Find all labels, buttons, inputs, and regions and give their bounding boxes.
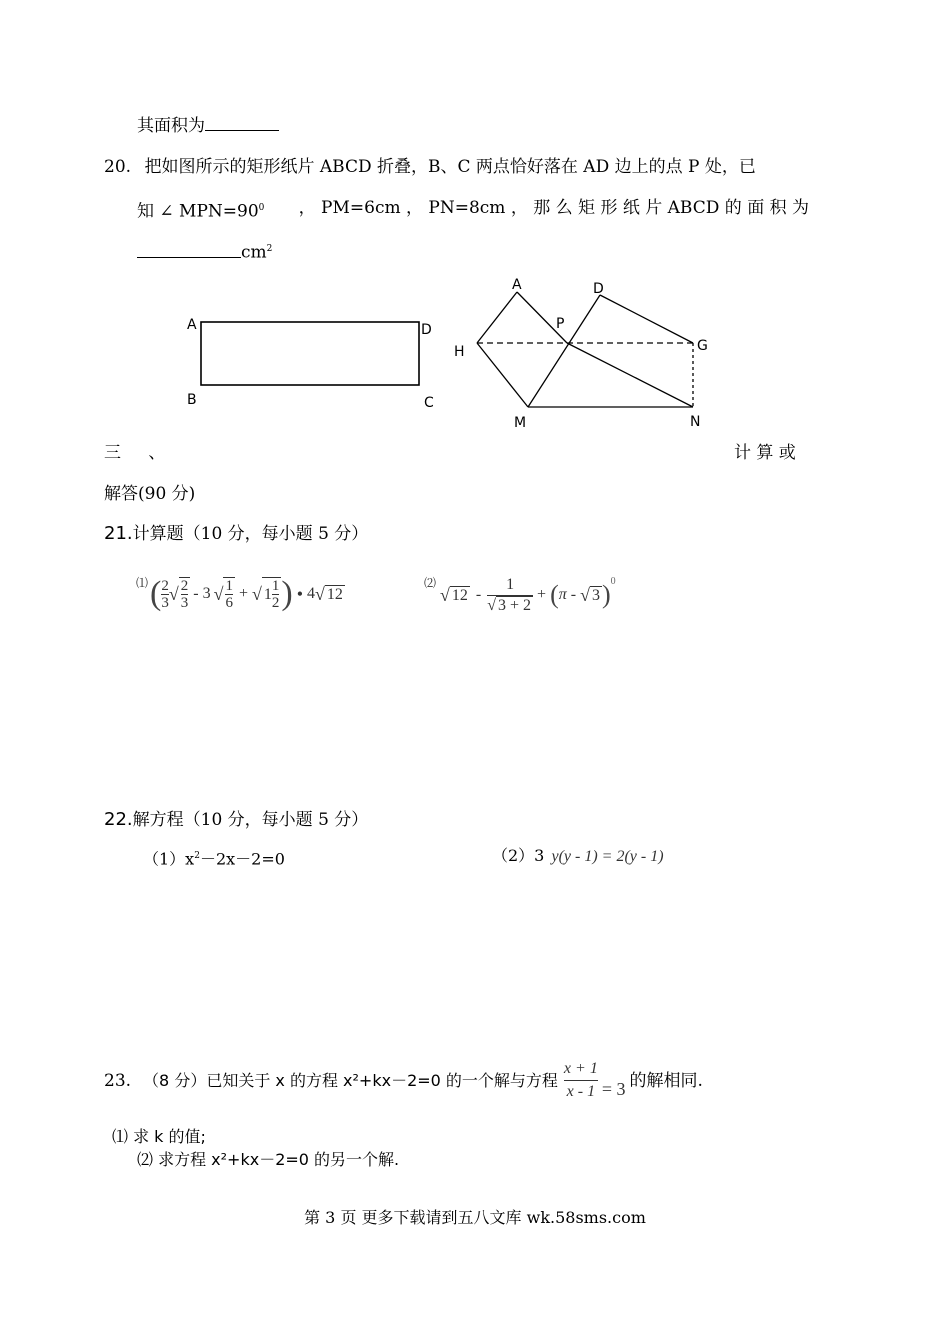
q23-tail: 的解相同. [629,1070,703,1091]
edge-ha [477,292,517,343]
label-d2: D [593,281,604,297]
q19-answer-line [137,114,279,137]
exponent-0: 0 [610,576,616,587]
paren-close: ) [281,575,293,612]
q22-title: 解方程（10 分，每小题 5 分） [132,810,369,830]
label-c: C [424,395,434,411]
q23-frac-eq: = 3 [601,1078,626,1099]
q23-fraction: $\frac{x + 1}{x - 1}$ [563,1060,598,1100]
q19-blank [205,114,279,131]
q22-p2-equation: y(y - 1) = 2(y - 1) [551,848,664,865]
sqrt-icon: √ [168,583,179,604]
label-g: G [697,338,708,354]
q22-p1-rest: －2x－2=0 [199,849,285,869]
sqrt-icon: √ [315,583,325,604]
edge-pn [567,343,693,407]
sqrt-icon: √ [251,583,262,604]
label-n: N [690,414,701,430]
label-m: M [514,415,527,431]
page-footer: 第 3 页 更多下载请到五八文库 wk.58sms.com [304,1208,646,1227]
q23-sub1: ⑴ 求 k 的值; [112,1127,206,1146]
label-a: A [187,317,197,333]
q23-sub2: ⑵ 求方程 x²+kx－2=0 的另一个解. [137,1150,400,1169]
label-p: P [556,316,565,332]
q22-part1 [143,845,285,870]
q21-heading [104,523,368,545]
q19-text: 其面积为 [137,116,205,136]
frac-1-over-sqrt3-plus-2: $\frac{1}{√ 3 + 2}$ [487,575,532,614]
q22-p1-sup: 2 [194,851,200,861]
q20-line3 [137,238,272,264]
paren-open: ( [150,575,162,612]
q20-line2 [137,197,809,223]
op-dot: • [296,583,304,604]
q21-p1-label: ⑴ [136,576,149,590]
op-minus: - [475,586,482,603]
sqrt-icon: √ [440,584,450,605]
q20-degree: 0 [258,203,265,213]
q21-p2-label: ⑵ [424,576,437,590]
radicand-12b: 12 [451,586,468,604]
edge-dg [600,295,693,343]
sqrt-icon: √ [580,584,590,605]
label-h: H [454,344,465,360]
q20-line1 [104,156,756,178]
q21-part1 [136,564,345,624]
paren-open2: ( [550,580,559,609]
edge-md [528,295,600,407]
q20-unit: cm [241,242,267,263]
coef-4: 4 [307,585,316,602]
q20-text-2a: 知 ∠ MPN=90 [137,201,259,222]
paren-close2: ) [601,580,611,609]
op-plus2: + [537,586,547,603]
q22-p1-text: （1）x [143,849,195,869]
frac-1-6: $\frac{1}{6}$ [225,578,233,611]
mixed-1-1-2: 1 $\frac{1}{2}$ [263,578,280,611]
op-minus2: - [570,586,577,603]
q23-intro: （8 分）已知关于 x 的方程 x²+kx－2=0 的一个解与方程 [143,1070,558,1090]
q20-text-1: 把如图所示的矩形纸片 ABCD 折叠，B、C 两点恰好落在 AD 边上的点 P 处，已 [144,157,756,177]
q23-line1 [104,1058,703,1103]
label-a2: A [512,277,522,293]
q23-number: 23. [104,1070,132,1091]
op-minus3: - 3 [193,585,211,602]
rectangle-figure [180,310,450,415]
q20-number: 20. [104,157,132,177]
folded-figure [450,272,720,437]
frac-2-3-radicand: $\frac{2}{3}$ [180,578,189,611]
section3-left [104,442,165,464]
q20-unit-sup: 2 [266,244,273,254]
label-b: B [187,392,197,408]
q22-p2-text: （2）3 [492,846,545,865]
section3-line2: 解答(90 分) [104,484,196,504]
frac-2-3: $\frac{2}{3}$ [161,577,169,611]
radicand-12: 12 [326,585,343,603]
rectangle-abcd [201,322,419,385]
q22-part2 [492,845,664,868]
section3-num: 三 [104,443,121,463]
q22-heading [104,809,368,831]
label-d: D [421,322,432,338]
op-plus: + [238,585,248,602]
q20-text-2b: ， PM=6cm ， PN=8cm ， 那 么 矩 形 纸 片 ABCD 的 面 积 为 [298,198,809,218]
edge-hm [477,343,528,407]
section3-comma: 、 [148,443,166,463]
q20-blank [137,241,241,258]
sqrt-icon: √ [213,583,224,604]
radicand-3: 3 [591,586,600,604]
section3-right: 计 算 或 [734,443,796,463]
q21-part2 [424,566,616,624]
pi-symbol: π [558,586,567,603]
q21-number: 21. [104,523,133,544]
q21-title: 计算题（10 分，每小题 5 分） [132,524,369,544]
q22-number: 22. [104,809,133,830]
